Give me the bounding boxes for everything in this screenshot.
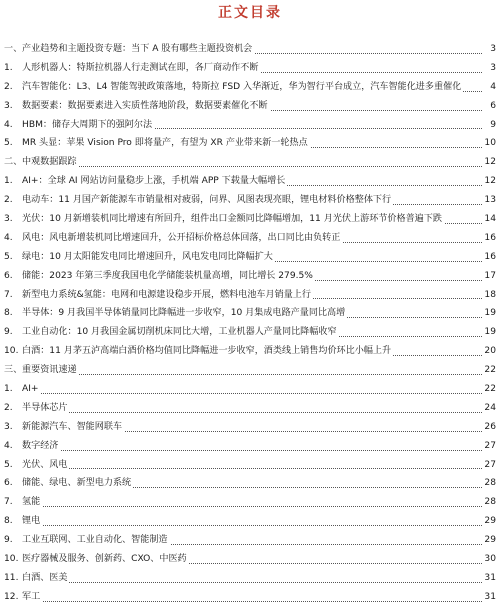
toc-page-number: 31 [482, 588, 496, 607]
toc-item-row[interactable] [0, 304, 500, 323]
toc-page-number: 16 [482, 229, 496, 248]
toc-number: 9. [4, 535, 13, 546]
toc-page-number: 9 [488, 116, 496, 135]
toc-page-number: 28 [482, 493, 496, 512]
toc-page-number: 12 [482, 153, 496, 172]
toc-number: 9. [4, 327, 13, 338]
toc-heading-text: 白酒、医美 [22, 569, 69, 588]
toc-page-number: 26 [482, 418, 496, 437]
toc-item-row[interactable] [0, 248, 500, 267]
toc-page-number: 24 [482, 399, 496, 418]
toc-heading-text: 人形机器人：特斯拉机器人行走测试在即，各厂商动作不断 [22, 59, 260, 78]
toc-page-number: 30 [482, 550, 496, 569]
toc-item-row[interactable] [0, 399, 500, 418]
toc-heading-text: 军工 [22, 588, 42, 607]
dot-leader [22, 601, 482, 602]
toc-heading-text: HBM：储存大周期下的强阿尔法 [22, 116, 154, 135]
dot-leader [22, 450, 482, 451]
table-of-contents [0, 40, 500, 607]
toc-heading-text: 医疗器械及服务、创新药、CXO、中医药 [22, 550, 189, 569]
toc-number: 4. [4, 440, 13, 451]
toc-heading-text: 新能源汽车、智能网联车 [22, 418, 124, 437]
toc-number: 5. [4, 138, 13, 149]
toc-item-row[interactable] [0, 229, 500, 248]
toc-page-number: 16 [482, 248, 496, 267]
toc-number: 12. [4, 591, 19, 602]
toc-number: 5. [4, 459, 13, 470]
toc-item-row[interactable] [0, 474, 500, 493]
toc-number: 4. [4, 232, 13, 243]
toc-number: 5. [4, 251, 13, 262]
dot-leader [22, 374, 482, 375]
toc-page-number: 22 [482, 361, 496, 380]
toc-item-row[interactable] [0, 380, 500, 399]
toc-number: 2. [4, 402, 13, 413]
toc-number: 11. [4, 572, 19, 583]
toc-heading-text: 储能：2023 年第三季度我国电化学储能装机量高增，同比增长 279.5% [22, 267, 315, 286]
dot-leader [22, 412, 482, 413]
toc-number: 2. [4, 81, 13, 92]
toc-heading-text: AI+：全球 AI 网站访问量稳步上涨，手机端 APP 下载量大幅增长 [22, 172, 287, 191]
toc-number: 7. [4, 289, 13, 300]
toc-page-number: 29 [482, 531, 496, 550]
dot-leader [22, 525, 482, 526]
toc-number: 8. [4, 308, 13, 319]
toc-heading-text: 白酒：11 月茅五泸高端白酒价格均值同比降幅进一步收窄，酒类线上销售均价环比小幅上升 [22, 342, 393, 361]
toc-heading-text: 重要资讯速递 [22, 361, 79, 380]
toc-page-number: 18 [482, 286, 496, 305]
toc-heading-text: 产业趋势和主题投资专题：当下 A 股有哪些主题投资机会 [22, 40, 254, 59]
toc-page-number: 17 [482, 267, 496, 286]
toc-page-number: 10 [482, 134, 496, 153]
toc-heading-text: 数字经济 [22, 437, 60, 456]
toc-heading-text: 半导体芯片 [22, 399, 69, 418]
toc-heading-text: 光伏、风电 [22, 456, 69, 475]
toc-heading-text: 氢能 [22, 493, 42, 512]
toc-page-number: 19 [482, 323, 496, 342]
dot-leader [22, 393, 482, 394]
toc-item-row[interactable] [0, 418, 500, 437]
toc-number: 一、 [4, 44, 23, 54]
toc-number: 1. [4, 62, 13, 73]
toc-item-row[interactable] [0, 78, 500, 97]
toc-page-number: 20 [482, 342, 496, 361]
toc-item-row[interactable] [0, 191, 500, 210]
toc-page-number: 14 [482, 210, 496, 229]
toc-page-number: 27 [482, 456, 496, 475]
toc-heading-text: 新型电力系统&氢能：电网和电源建设稳步开展，燃料电池车月销量上行 [22, 286, 313, 305]
toc-page-number: 3 [488, 40, 496, 59]
toc-item-row[interactable] [0, 116, 500, 135]
dot-leader [22, 506, 482, 507]
toc-number: 7. [4, 497, 13, 508]
toc-number: 10. [4, 346, 19, 357]
toc-number: 10. [4, 554, 19, 565]
toc-item-row[interactable] [0, 172, 500, 191]
toc-section-row[interactable] [0, 361, 500, 380]
toc-page-number: 3 [488, 59, 496, 78]
toc-item-row[interactable] [0, 531, 500, 550]
toc-item-row[interactable] [0, 456, 500, 475]
toc-heading-text: 工业自动化：10 月我国金属切削机床同比大增，工业机器人产量同比降幅收窄 [22, 323, 339, 342]
toc-heading-text: 工业互联网、工业自动化、智能制造 [22, 531, 170, 550]
toc-number: 三、 [4, 365, 23, 376]
toc-item-row[interactable] [0, 323, 500, 342]
toc-page-number: 12 [482, 172, 496, 191]
toc-page-number: 31 [482, 569, 496, 588]
toc-item-row[interactable] [0, 437, 500, 456]
toc-number: 二、 [4, 157, 23, 168]
toc-heading-text: AI+ [22, 380, 41, 399]
toc-item-row[interactable] [0, 286, 500, 305]
toc-page-number: 4 [488, 78, 496, 97]
toc-section-row[interactable] [0, 153, 500, 172]
toc-number: 3. [4, 214, 13, 225]
toc-number: 2. [4, 195, 13, 206]
toc-item-row[interactable] [0, 97, 500, 116]
toc-page-number: 6 [488, 97, 496, 116]
toc-page-number: 27 [482, 437, 496, 456]
toc-page-number: 22 [482, 380, 496, 399]
toc-number: 1. [4, 176, 13, 187]
toc-heading-text: 光伏：10 月新增装机同比增速有所回升，组件出口金额同比降幅增加，11 月光伏上游环节价格普遍下跌 [22, 210, 444, 229]
toc-page-number: 13 [482, 191, 496, 210]
toc-item-row[interactable] [0, 267, 500, 286]
dot-leader [22, 468, 482, 469]
toc-page-number: 19 [482, 304, 496, 323]
toc-heading-text: 中观数据跟踪 [22, 153, 79, 172]
toc-heading-text: 数据要素：数据要素进入实质性落地阶段，数据要素催化不断 [22, 97, 270, 116]
toc-heading-text: 锂电 [22, 512, 42, 531]
toc-page-number: 28 [482, 474, 496, 493]
toc-item-row[interactable] [0, 550, 500, 569]
toc-number: 4. [4, 119, 13, 130]
toc-number: 3. [4, 421, 13, 432]
toc-section-row[interactable] [0, 40, 500, 59]
toc-item-row[interactable] [0, 134, 500, 153]
toc-heading-text: 储能、绿电、新型电力系统 [22, 474, 133, 493]
page-title: 正文目录 [218, 5, 282, 21]
toc-number: 1. [4, 384, 13, 395]
toc-item-row[interactable] [0, 588, 500, 607]
toc-page-number: 29 [482, 512, 496, 531]
toc-item-row[interactable] [0, 512, 500, 531]
toc-heading-text: 汽车智能化：L3、L4 智能驾驶政策落地，特斯拉 FSD 入华渐近，华为智行平台成立，汽车智能化进多重催化 [22, 78, 462, 97]
toc-heading-text: 电动车：11 月国产新能源车市销量相对疲弱，问界、风图表现亮眼，锂电材料价格整体下行 [22, 191, 393, 210]
dot-leader [22, 166, 482, 167]
toc-number: 8. [4, 516, 13, 527]
toc-number: 6. [4, 270, 13, 281]
toc-item-row[interactable] [0, 342, 500, 361]
toc-item-row[interactable] [0, 210, 500, 229]
toc-heading-text: 风电：风电新增装机同比增速回升，公开招标价格总体回落，出口同比由负转正 [22, 229, 342, 248]
toc-number: 3. [4, 100, 13, 111]
toc-item-row[interactable] [0, 59, 500, 78]
toc-item-row[interactable] [0, 569, 500, 588]
toc-heading-text: 绿电：10 月太阳能发电同比增速回升，风电发电同比降幅扩大 [22, 248, 275, 267]
toc-item-row[interactable] [0, 493, 500, 512]
toc-number: 6. [4, 478, 13, 489]
toc-heading-text: 半导体：9 月我国半导体销量同比降幅进一步收窄，10 月集成电路产量同比高增 [22, 304, 347, 323]
toc-heading-text: MR 头显：苹果 Vision Pro 即将量产，有望为 XR 产业带来新一轮热点 [22, 134, 310, 153]
